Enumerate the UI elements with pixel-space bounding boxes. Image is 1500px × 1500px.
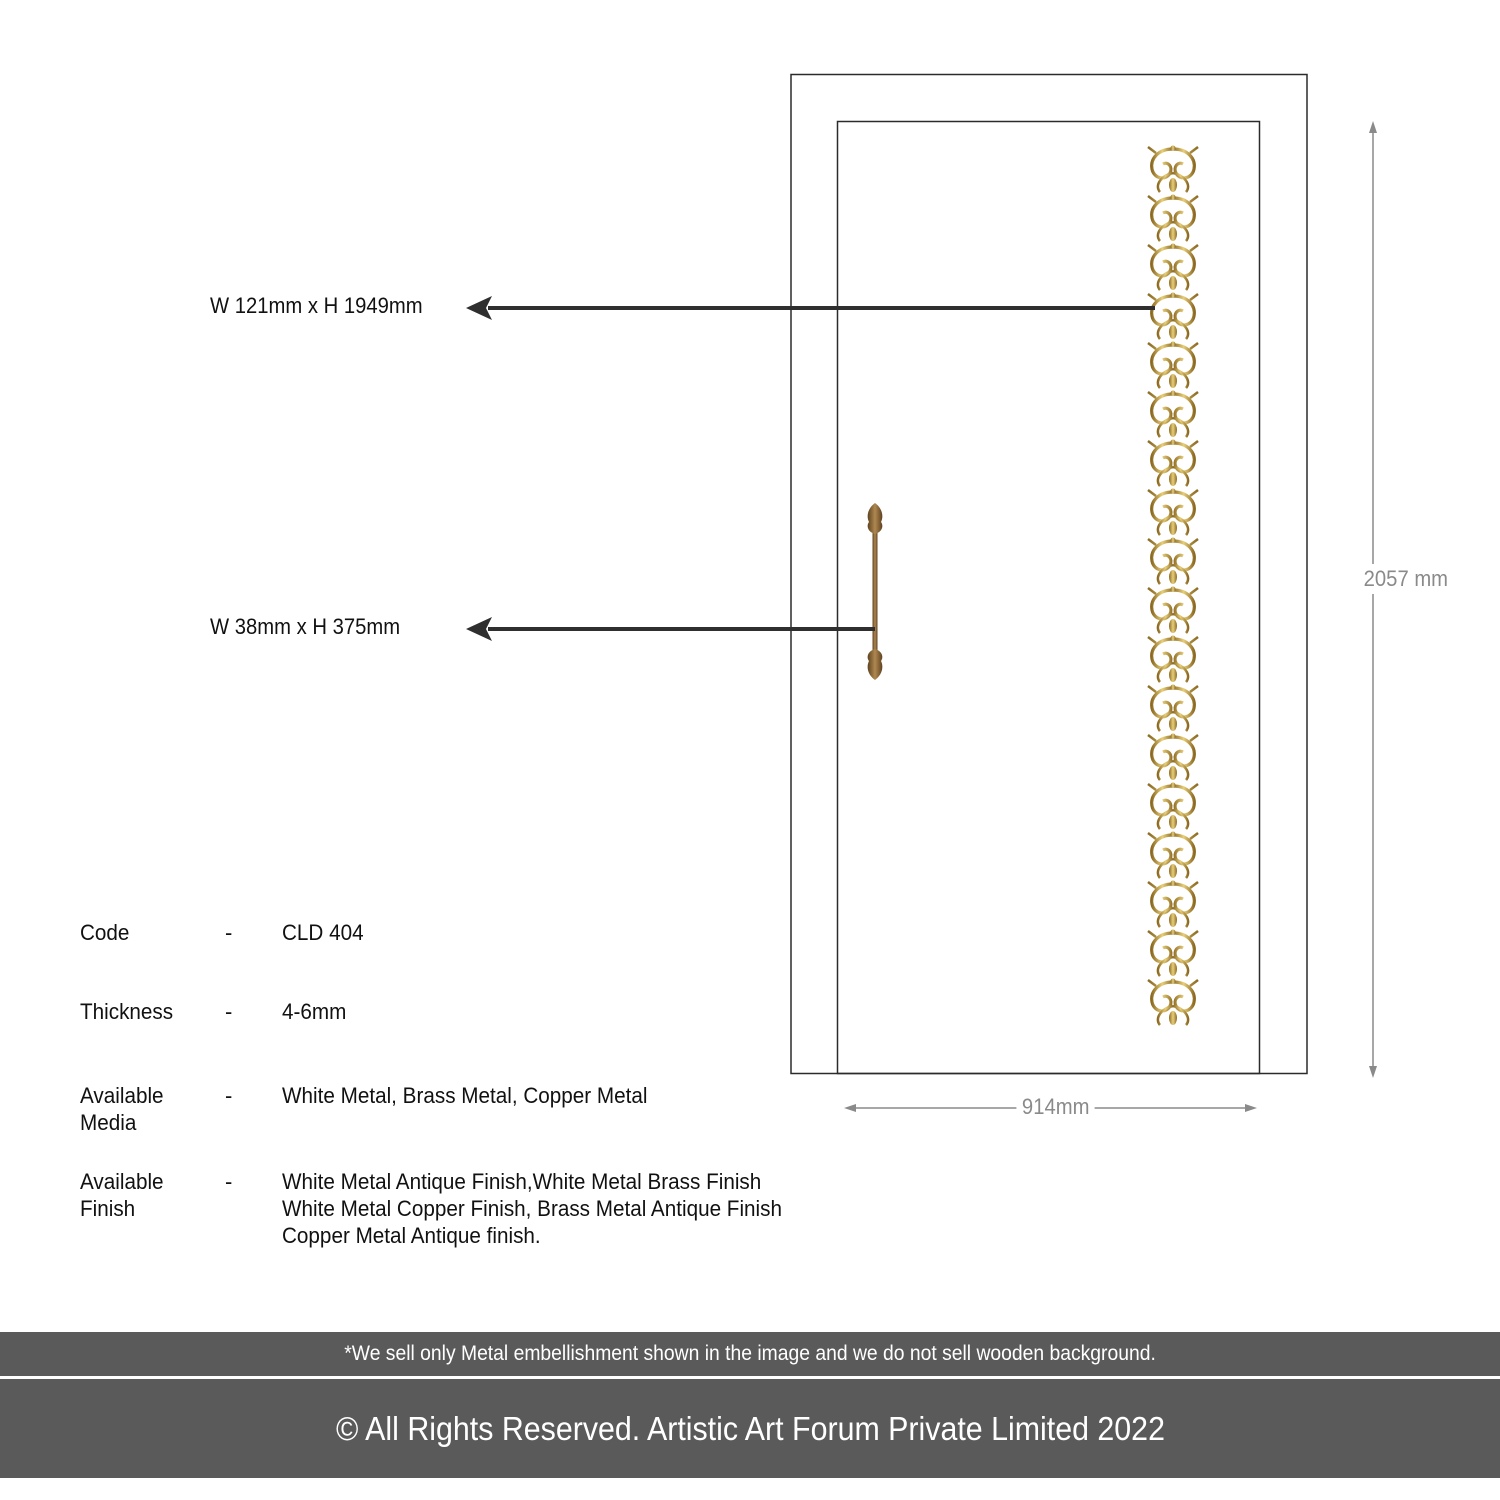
ornament-scroll-unit [1146,488,1200,537]
ornament-scroll-unit [1146,145,1200,194]
spec-separator: - [225,920,233,945]
door-width-label: 914mm [1016,1094,1095,1120]
spec-label: Code [80,920,130,945]
ornament-scroll-unit [1146,586,1200,635]
ornament-strip [1146,145,1200,1027]
ornament-size-label: W 121mm x H 1949mm [210,293,423,318]
ornament-scroll-unit [1146,292,1200,341]
door-outer-frame [791,75,1307,1074]
door-handle [868,503,883,680]
spec-label: Available Finish [80,1169,164,1221]
copyright-text: © All Rights Reserved. Artistic Art Forum Private Limited 2022 [335,1409,1165,1447]
door-inner-panel [838,122,1260,1074]
ornament-scroll-unit [1146,684,1200,733]
copyright-bar [0,1379,1500,1478]
ornament-scroll-unit [1146,929,1200,978]
ornament-callout-arrow [466,296,1155,320]
door-height-label: 2057 mm [1360,564,1452,594]
spec-value: CLD 404 [282,920,364,945]
spec-separator: - [225,1083,233,1108]
spec-label: Thickness [80,999,174,1024]
handle-callout-arrow [466,617,875,641]
spec-label: Available Media [80,1083,164,1135]
height-dimension-line [1369,121,1377,1078]
spec-separator: - [225,999,233,1024]
ornament-scroll-unit [1146,782,1200,831]
ornament-scroll-unit [1146,978,1200,1027]
spec-separator: - [225,1169,233,1194]
ornament-scroll-unit [1146,733,1200,782]
spec-value: 4-6mm [282,999,347,1024]
disclaimer-text: *We sell only Metal embellishment shown in the image and we do not sell wooden background. [344,1342,1156,1365]
handle-size-label: W 38mm x H 375mm [210,614,401,639]
ornament-scroll-unit [1146,390,1200,439]
spec-value: White Metal Antique Finish,White Metal Brass Finish White Metal Copper Finish, Brass Metal Antique Finish Copper Metal Antique finish. [282,1169,782,1248]
disclaimer-bar [0,1332,1500,1376]
spec-value: White Metal, Brass Metal, Copper Metal [282,1083,648,1108]
ornament-scroll-unit [1146,341,1200,390]
ornament-scroll-unit [1146,831,1200,880]
ornament-scroll-unit [1146,880,1200,929]
ornament-scroll-unit [1146,194,1200,243]
ornament-scroll-unit [1146,439,1200,488]
ornament-scroll-unit [1146,243,1200,292]
ornament-scroll-unit [1146,537,1200,586]
ornament-scroll-unit [1146,635,1200,684]
